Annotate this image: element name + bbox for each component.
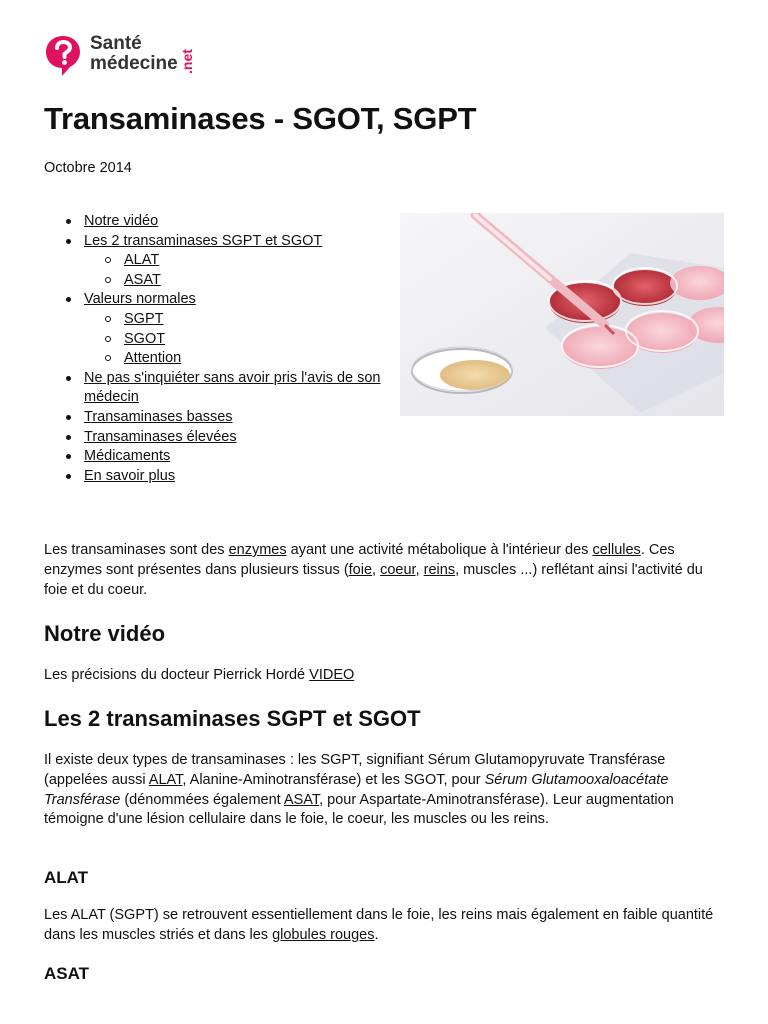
toc-link[interactable]: Médicaments [84,448,171,465]
heading-two-transaminases: Les 2 transaminases SGPT et SGOT [44,706,421,731]
toc-link[interactable]: SGOT [124,330,166,347]
logo-line-2: médecine [90,53,178,74]
toc-link[interactable]: Notre vidéo [84,213,159,229]
toc-link[interactable]: Transaminases élevées [84,428,237,445]
toc-item [44,428,389,448]
question-bubble-icon [44,34,82,78]
text: , [372,561,381,578]
link-reins[interactable]: reins [423,561,456,578]
toc-link[interactable]: Valeurs normales [84,291,196,308]
toc-link[interactable]: En savoir plus [84,467,176,484]
link-asat[interactable]: ASAT [283,791,320,808]
toc-link[interactable]: ALAT [124,252,160,269]
table-of-contents [44,212,389,486]
toc-item [44,271,389,291]
toc-item [44,330,389,350]
text: Les ALAT (SGPT) se retrouvent essentiellement dans le foie, les reins mais également en faible quantité dans les muscles striés et dans les [44,907,714,943]
italic-text: Sérum Glutamooxaloacétate Transférase [44,771,669,808]
laboratory-photo [400,213,724,416]
intro-paragraph [44,541,724,600]
toc-item [44,369,389,408]
toc-item [44,349,389,369]
toc-link[interactable]: Ne pas s'inquiéter sans avoir pris l'avis de son médecin [84,369,381,406]
toc-link[interactable]: SGPT [124,310,164,327]
heading-alat: ALAT [44,868,89,887]
text: . [374,926,379,943]
toc-item [44,408,389,428]
toc-link[interactable]: ASAT [124,271,161,288]
publication-date: Octobre 2014 [44,160,132,176]
page-title: Transaminases - SGOT, SGPT [44,101,477,136]
link-foie[interactable]: foie [348,561,373,578]
toc-item [44,251,389,271]
toc-link[interactable]: Transaminases basses [84,408,233,425]
link-enzymes[interactable]: enzymes [228,542,287,558]
text: (dénommées également [120,791,284,808]
text: Il existe deux types de transaminases : les SGPT, signifiant Sérum Glutamopyruvate Transférase (appelées aussi [44,752,666,788]
text: , muscles ...) reflétant ainsi l'activité du foie et du coeur. [44,561,703,598]
text: , pour Aspartate-Aminotransférase). Leur augmentation témoigne d'une lésion cellulaire dans le foie, le coeur, les muscles ou les reins. [44,791,674,828]
text: . Ces enzymes sont présentes dans plusieurs tissus ( [44,542,675,578]
toc-link[interactable]: Les 2 transaminases SGPT et SGOT [84,232,323,249]
link-coeur[interactable]: coeur [380,561,416,578]
video-paragraph [44,666,724,686]
text: Les transaminases sont des [44,542,229,558]
toc-item [44,212,389,232]
link-alat[interactable]: ALAT [148,771,183,788]
text: Les précisions du docteur Pierrick Hordé [44,667,310,683]
text: , [415,561,424,578]
site-logo[interactable] [44,34,214,78]
link-video[interactable]: VIDEO [309,667,355,683]
petri-dish-plate-illustration [400,213,724,416]
transaminases-paragraph [44,751,724,830]
link-cellules[interactable]: cellules [592,542,641,558]
alat-paragraph [44,906,724,946]
toc-item [44,447,389,467]
text: ayant une activité métabolique à l'intérieur des [286,542,593,558]
toc-item [44,290,389,310]
logo-line-1: Santé [90,33,142,54]
toc-link[interactable]: Attention [124,350,182,367]
link-globules-rouges[interactable]: globules rouges [272,926,375,943]
heading-asat: ASAT [44,964,90,983]
toc-item [44,467,389,487]
heading-notre-video: Notre vidéo [44,621,166,646]
text: , Alanine-Aminotransférase) et les SGOT, pour [182,771,485,788]
toc-item [44,310,389,330]
logo-wordmark [90,34,178,73]
logo-suffix: .net [179,49,195,74]
toc-item [44,232,389,252]
